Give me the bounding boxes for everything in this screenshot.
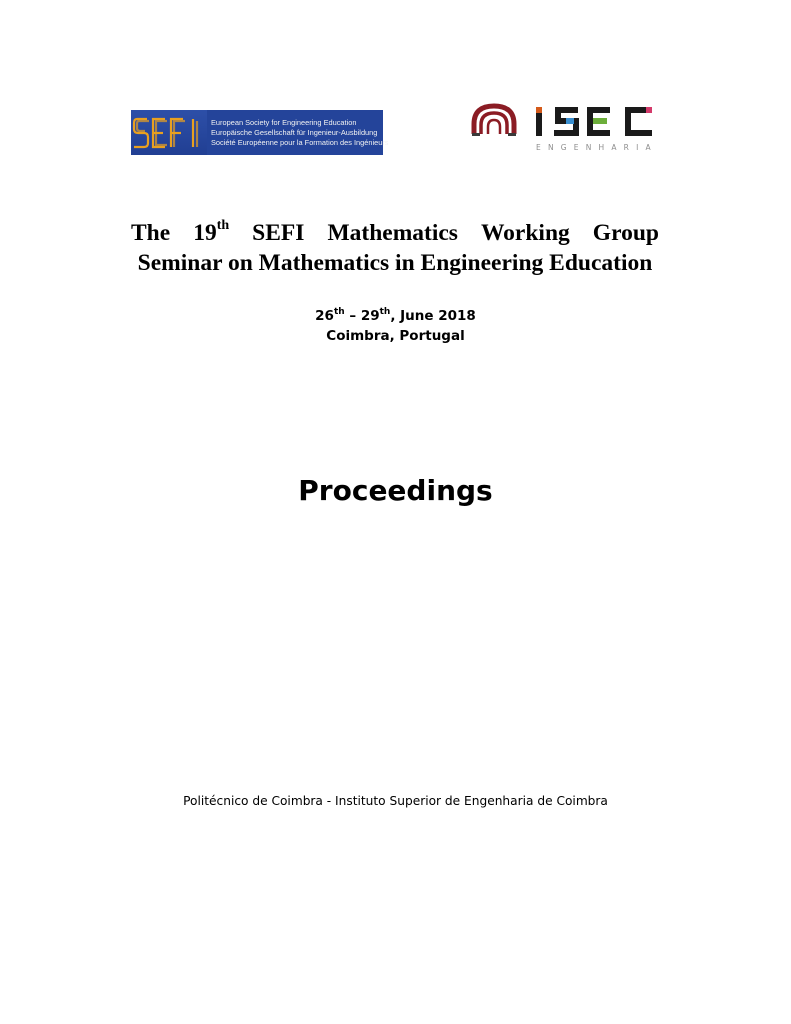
title-edition: [193, 218, 229, 248]
sefi-line-english: European Society for Engineering Education: [211, 117, 357, 127]
start-day: 26: [315, 308, 334, 324]
isec-arch-icon: [472, 106, 516, 136]
sefi-line-french: Société Européenne pour la Formation des Ingénieurs: [211, 137, 389, 147]
title-edition-suffix: th: [216, 218, 230, 234]
month-year: , June 2018: [390, 308, 476, 324]
event-dates: [0, 306, 791, 346]
sefi-logo-mark: [131, 110, 207, 155]
isec-logo-subtitle: ENGENHARIA: [536, 143, 658, 152]
date-separator: –: [344, 308, 361, 324]
end-day-suffix: th: [379, 306, 391, 317]
sefi-logo-text: [207, 110, 391, 155]
title-word: Mathematics: [327, 220, 458, 246]
title-word: SEFI: [252, 220, 305, 246]
title-word: The: [131, 220, 171, 246]
sefi-letters-graphic: [131, 113, 207, 153]
isec-logo-graphic: [470, 102, 660, 142]
document-title: [131, 218, 659, 278]
title-line-1: [131, 218, 659, 248]
start-day-suffix: th: [333, 306, 345, 317]
event-location: Coimbra, Portugal: [326, 328, 465, 344]
title-word: Group: [592, 220, 659, 246]
date-range: [0, 306, 791, 326]
sefi-line-german: Europäische Gesellschaft für Ingenieur-Ausbildung: [211, 127, 378, 137]
title-line-2: Seminar on Mathematics in Engineering Education: [137, 250, 653, 276]
institution-name: Politécnico de Coimbra - Instituto Superior de Engenharia de Coimbra: [183, 794, 608, 808]
title-edition-number: 19: [193, 220, 217, 246]
title-word: Working: [480, 220, 570, 246]
end-day: 29: [360, 308, 380, 324]
proceedings-heading: Proceedings: [298, 474, 493, 507]
sefi-logo: [131, 110, 389, 155]
